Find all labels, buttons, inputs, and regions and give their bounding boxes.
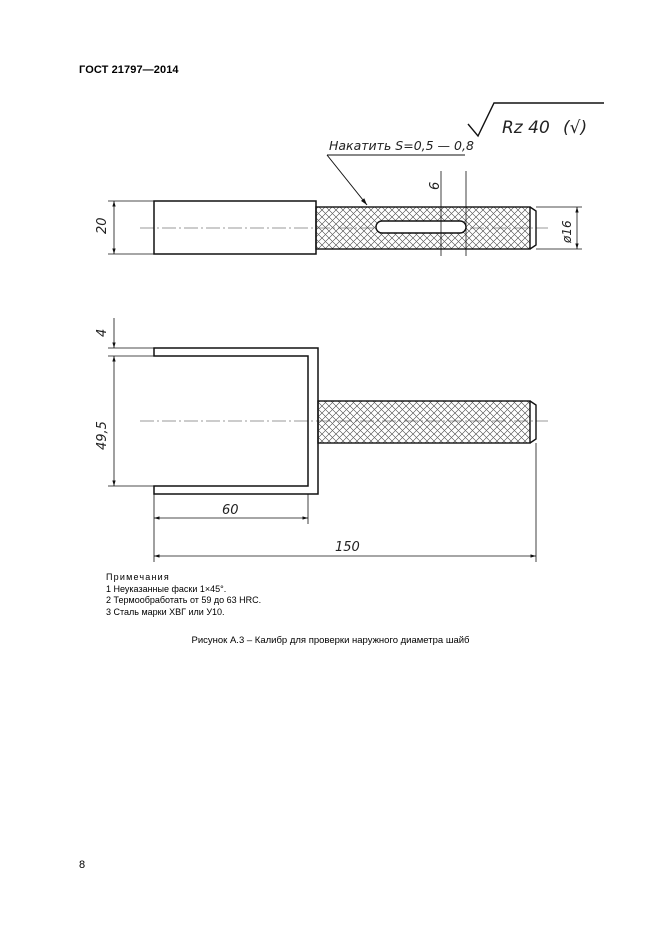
slot <box>376 221 466 233</box>
dim-inner-height: 49,5 <box>95 421 110 450</box>
front-view <box>95 318 548 562</box>
note-item: 2 Термообработать от 59 до 63 HRC. <box>106 595 262 605</box>
top-view <box>95 171 582 256</box>
block-outline <box>154 201 316 254</box>
document-header: ГОСТ 21797—2014 <box>79 64 179 76</box>
dim-slot-width: 6 <box>428 181 443 190</box>
roughness-symbol <box>468 103 604 138</box>
dim-total-length: 150 <box>335 540 360 555</box>
dim-jaw-length: 60 <box>222 503 239 518</box>
note-item: 3 Сталь марки ХВГ или У10. <box>106 606 225 617</box>
knurled-handle-front <box>318 401 530 443</box>
dim-wall-thickness: 4 <box>95 328 110 337</box>
knurl-note <box>327 138 474 205</box>
notes-block <box>106 572 261 618</box>
dim-handle-diameter: ø16 <box>560 220 574 243</box>
roughness-value: Rz 40 <box>502 118 550 138</box>
roughness-suffix: (√) <box>563 118 588 138</box>
page-number: 8 <box>79 859 86 871</box>
notes-title: Примечания <box>106 572 170 582</box>
dim-top-height: 20 <box>95 217 110 234</box>
figure-caption: Рисунок А.3 – Калибр для проверки наружного диаметра шайб <box>191 635 470 646</box>
knurl-note-text: Накатить S=0,5 — 0,8 <box>329 138 474 153</box>
note-item: 1 Неуказанные фаски 1×45°. <box>106 583 227 594</box>
